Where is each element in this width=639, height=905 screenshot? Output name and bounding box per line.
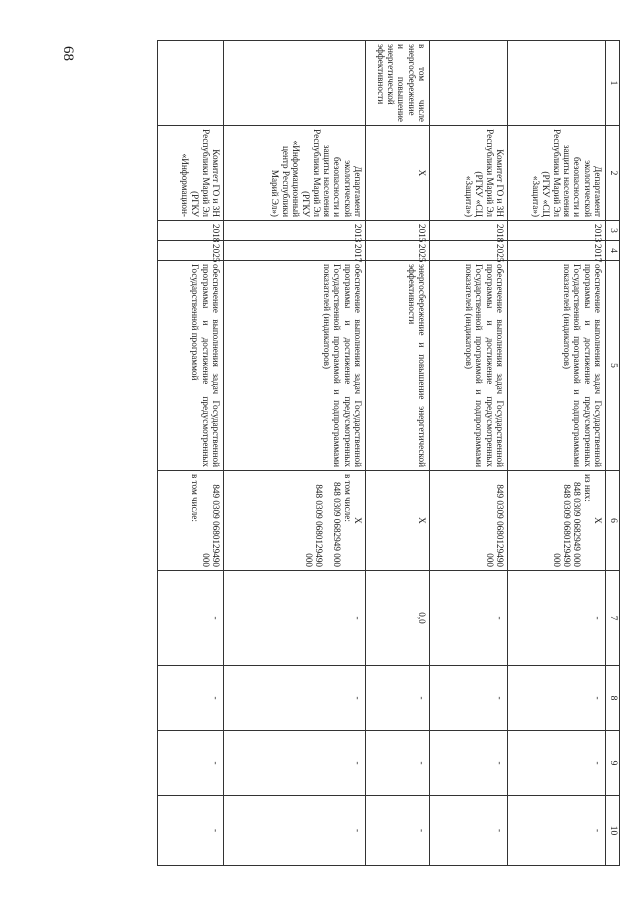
budget-code: 849 0309 0680129490 000 bbox=[200, 484, 222, 567]
cell-start-year: 2013 bbox=[224, 221, 366, 241]
cell-value: - bbox=[366, 796, 430, 866]
budget-code: 848 0309 0680129490 000 bbox=[303, 484, 325, 567]
col-num-2: 2 bbox=[606, 126, 620, 221]
cell-executor: Комитет ГО и ЗН Республики Марий Эл (РГКУ «СЦ «Защита») bbox=[430, 126, 508, 221]
budget-code: 848 0309 0680129490 000 bbox=[551, 484, 573, 567]
cell-value: - bbox=[224, 731, 366, 796]
cell-mark: X bbox=[593, 517, 604, 524]
cell-note: в том числе: bbox=[342, 474, 353, 522]
table-row bbox=[508, 41, 606, 866]
cell-budget-code bbox=[366, 471, 430, 571]
col-num-6: 6 bbox=[606, 471, 620, 571]
cell-value: - bbox=[158, 571, 224, 666]
cell-end-year: 2017 bbox=[508, 241, 606, 261]
table-row bbox=[430, 41, 508, 866]
cell-value: - bbox=[158, 666, 224, 731]
cell-start-year: 2018 bbox=[158, 221, 224, 241]
cell-value: - bbox=[430, 666, 508, 731]
cell-budget-code bbox=[224, 471, 366, 571]
cell-value: - bbox=[508, 571, 606, 666]
col-num-9: 9 bbox=[606, 731, 620, 796]
col-num-1: 1 bbox=[606, 41, 620, 126]
cell-value: - bbox=[366, 731, 430, 796]
cell-description: обеспечение выполнения задач Государственной программы и достижение предусмотренных Государственной программой и подпрограммами показателей (индикаторов) bbox=[508, 261, 606, 471]
program-table bbox=[157, 40, 620, 866]
budget-code: 848 0309 0682949 000 bbox=[332, 482, 343, 567]
cell-value: - bbox=[158, 796, 224, 866]
cell-executor: Департамент экологической безопасности и защиты населения Республики Марий Эл (РГКУ «СЦ «Защита») bbox=[508, 126, 606, 221]
cell-description: обеспечение выполнения задач Государственной программы и достижение предусмотренных Государственной программой bbox=[158, 261, 224, 471]
cell-end-year: 2017 bbox=[224, 241, 366, 261]
budget-code: 849 0309 0680129490 000 bbox=[484, 484, 506, 567]
cell-note: в том числе: bbox=[190, 474, 201, 522]
cell-description: энергосбережение и повышение энергетической эффективности bbox=[366, 261, 430, 471]
cell-value: 0,0 bbox=[366, 571, 430, 666]
cell-start-year: 2018 bbox=[430, 221, 508, 241]
cell-value: - bbox=[430, 731, 508, 796]
col-num-8: 8 bbox=[606, 666, 620, 731]
cell-value: - bbox=[430, 796, 508, 866]
cell-end-year: 2025 bbox=[430, 241, 508, 261]
page-number: 68 bbox=[60, 46, 76, 61]
cell-budget-code bbox=[508, 471, 606, 571]
table-row bbox=[158, 41, 224, 866]
col-num-3: 3 bbox=[606, 221, 620, 241]
cell-mark: X bbox=[353, 517, 364, 524]
col-num-10: 10 bbox=[606, 796, 620, 866]
cell-budget-code bbox=[430, 471, 508, 571]
cell-value: - bbox=[366, 666, 430, 731]
cell-start-year: 2013 bbox=[508, 221, 606, 241]
cell-budget-code bbox=[158, 471, 224, 571]
cell-value: - bbox=[430, 571, 508, 666]
cell-value: - bbox=[508, 731, 606, 796]
cell-executor: X bbox=[366, 126, 430, 221]
cell-executor: Комитет ГО и ЗН Республики Марий Эл (РГКУ «Информацион- bbox=[158, 126, 224, 221]
col-num-4: 4 bbox=[606, 241, 620, 261]
cell-note: из них: bbox=[582, 474, 593, 502]
budget-code: 848 0309 0682949 000 bbox=[572, 482, 583, 567]
cell-category bbox=[224, 41, 366, 126]
cell-mark: X bbox=[417, 517, 428, 524]
cell-end-year: 2025 bbox=[158, 241, 224, 261]
cell-value: - bbox=[224, 666, 366, 731]
table-row bbox=[224, 41, 366, 866]
rotated-table-block bbox=[100, 40, 620, 865]
cell-executor: Департамент экологической безопасности и защиты населения Республики Марий Эл (РГКУ «Информационный центр Республики Марий Эл») bbox=[224, 126, 366, 221]
cell-start-year: 2015 bbox=[366, 221, 430, 241]
cell-value: - bbox=[508, 796, 606, 866]
column-number-row bbox=[606, 41, 620, 866]
cell-value: - bbox=[224, 796, 366, 866]
cell-value: - bbox=[158, 731, 224, 796]
col-num-7: 7 bbox=[606, 571, 620, 666]
table-row bbox=[366, 41, 430, 866]
cell-description: обеспечение выполнения задач Государственной программы и достижение предусмотренных Государственной программой и подпрограммами показателей (индикаторов) bbox=[224, 261, 366, 471]
cell-value: - bbox=[508, 666, 606, 731]
col-num-5: 5 bbox=[606, 261, 620, 471]
cell-category bbox=[430, 41, 508, 126]
cell-category bbox=[508, 41, 606, 126]
cell-category bbox=[158, 41, 224, 126]
cell-end-year: 2025 bbox=[366, 241, 430, 261]
cell-value: - bbox=[224, 571, 366, 666]
cell-description: обеспечение выполнения задач Государственной программы и достижение предусмотренных Государственной программой и подпрограммами показателей (индикаторов) bbox=[430, 261, 508, 471]
cell-category: в том числе энергосбережение и повышение энергетической эффективности bbox=[366, 41, 430, 126]
